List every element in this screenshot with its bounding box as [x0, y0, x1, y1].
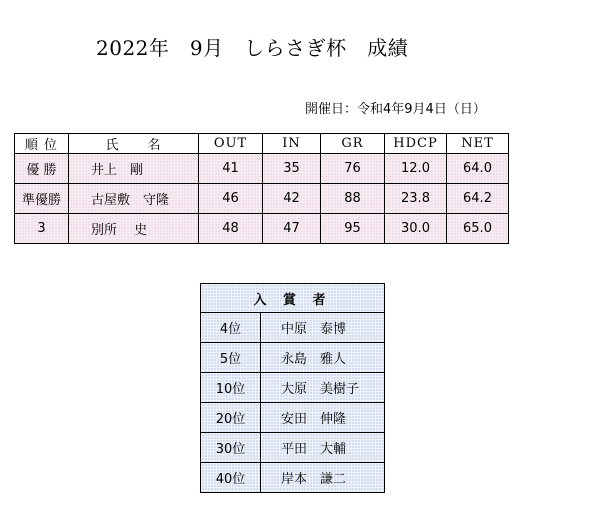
- header-rank: 順 位: [15, 134, 69, 154]
- rank-cell: 優 勝: [15, 154, 69, 184]
- table-row: [15, 184, 509, 214]
- table-row: [15, 214, 509, 244]
- list-item: [201, 313, 385, 343]
- hdcp-cell: 30.0: [385, 214, 447, 244]
- list-item: [201, 373, 385, 403]
- winner-name-cell: 永島 雅人: [261, 343, 385, 373]
- prize-table: [200, 283, 385, 493]
- header-in: IN: [263, 134, 321, 154]
- out-cell: 48: [199, 214, 263, 244]
- name-cell: 別所 史: [69, 214, 199, 244]
- rank-cell: 準優勝: [15, 184, 69, 214]
- table-row: [15, 154, 509, 184]
- held-date: 開催日：令和4年9月4日（日）: [305, 102, 486, 117]
- in-cell: 35: [263, 154, 321, 184]
- winner-name-cell: 岸本 謙二: [261, 463, 385, 493]
- place-cell: 5位: [201, 343, 261, 373]
- place-cell: 10位: [201, 373, 261, 403]
- results-table: [14, 133, 509, 244]
- in-cell: 42: [263, 184, 321, 214]
- rank-cell: 3: [15, 214, 69, 244]
- place-cell: 20位: [201, 403, 261, 433]
- header-gr: GR: [321, 134, 385, 154]
- winner-name-cell: 大原 美樹子: [261, 373, 385, 403]
- out-cell: 46: [199, 184, 263, 214]
- prize-header-row: [201, 284, 385, 313]
- net-cell: 65.0: [447, 214, 509, 244]
- net-cell: 64.2: [447, 184, 509, 214]
- gr-cell: 95: [321, 214, 385, 244]
- place-cell: 40位: [201, 463, 261, 493]
- prize-header: 入 賞 者: [201, 284, 385, 313]
- in-cell: 47: [263, 214, 321, 244]
- winner-name-cell: 中原 泰博: [261, 313, 385, 343]
- hdcp-cell: 23.8: [385, 184, 447, 214]
- list-item: [201, 343, 385, 373]
- name-cell: 井上 剛: [69, 154, 199, 184]
- out-cell: 41: [199, 154, 263, 184]
- header-out: OUT: [199, 134, 263, 154]
- place-cell: 30位: [201, 433, 261, 463]
- list-item: [201, 403, 385, 433]
- list-item: [201, 433, 385, 463]
- winner-name-cell: 平田 大輔: [261, 433, 385, 463]
- net-cell: 64.0: [447, 154, 509, 184]
- winner-name-cell: 安田 伸隆: [261, 403, 385, 433]
- results-header-row: [15, 134, 509, 154]
- hdcp-cell: 12.0: [385, 154, 447, 184]
- gr-cell: 88: [321, 184, 385, 214]
- place-cell: 4位: [201, 313, 261, 343]
- list-item: [201, 463, 385, 493]
- header-name: 氏 名: [69, 134, 199, 154]
- page-title: 2022年 9月 しらさぎ杯 成績: [96, 36, 409, 60]
- header-net: NET: [447, 134, 509, 154]
- name-cell: 古屋敷 守隆: [69, 184, 199, 214]
- header-hdcp: HDCP: [385, 134, 447, 154]
- gr-cell: 76: [321, 154, 385, 184]
